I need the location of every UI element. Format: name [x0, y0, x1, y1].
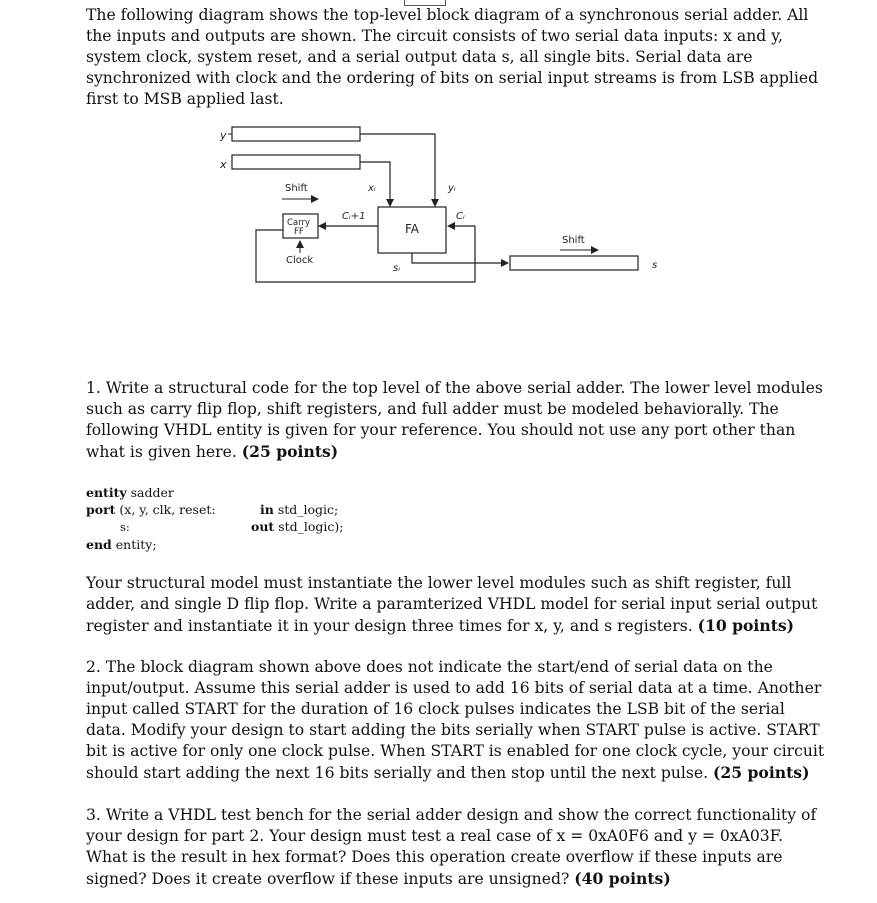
- structural-paragraph: [86, 573, 826, 637]
- entity-line: entity sadder: [86, 485, 174, 500]
- structural-text: Your structural model must instantiate the lower level modules such as shift register, full adder, and single D flip flop. Write a paramterized VHDL model for serial input serial output register and instantiate it in your design three times for x, y, and s registers.: [86, 574, 818, 635]
- question-2-text: 2. The block diagram shown above does not indicate the start/end of serial data on the input/output. Assume this serial adder is used to add 16 bits of serial data at a time. Another input called START for the duration of 16 clock pulses indicates the LSB bit of the serial data. Modify your design to start adding the bits serially when START pulse is active. START bit is active for only one clock pulse. When START is enabled for one clock cycle, your circuit should start adding the next 16 bits serially and then stop until the next pulse.: [86, 658, 825, 782]
- serial-adder-block-diagram: [0, 0, 877, 300]
- label-shift-left: Shift: [285, 183, 308, 194]
- label-ci1: Cᵢ+1: [342, 211, 366, 222]
- label-x: x: [220, 158, 227, 171]
- question-3-text: 3. Write a VHDL test bench for the serial adder design and show the correct functionality of your design for part 2. Your design must test a real case of x = 0xA0F6 and y = 0xA03F. What is the result in hex format? Does this operation create overflow if these inputs are signed? Does it create overflow if these inputs are unsigned?: [86, 806, 817, 888]
- out-type-line: out std_logic);: [251, 519, 344, 534]
- label-ff: FF: [294, 227, 304, 237]
- y-shift-register: [232, 127, 360, 141]
- label-carry: Carry: [287, 218, 311, 228]
- label-ci: Cᵢ: [456, 211, 465, 222]
- x-shift-register: [232, 155, 360, 169]
- port-line: port (x, y, clk, reset:: [86, 502, 216, 517]
- yi-wire: [360, 134, 435, 206]
- question-1-points: (25 points): [241, 442, 339, 461]
- label-y: y: [220, 129, 227, 142]
- structural-points: (10 points): [697, 616, 795, 635]
- question-1: [86, 378, 826, 463]
- label-shift-right: Shift: [562, 235, 585, 246]
- port-s-line: s:: [120, 520, 130, 534]
- label-fa: FA: [405, 222, 420, 236]
- in-type-line: in std_logic;: [260, 502, 339, 517]
- question-2: [86, 657, 826, 784]
- label-s: s: [652, 260, 658, 271]
- question-3: [86, 805, 826, 890]
- question-3-points: (40 points): [574, 869, 671, 888]
- question-2-points: (25 points): [713, 763, 810, 782]
- si-wire: [412, 253, 508, 263]
- s-shift-register: [510, 256, 638, 270]
- label-xi: xᵢ: [368, 183, 376, 194]
- question-1-text: 1. Write a structural code for the top level of the above serial adder. The lower level modules such as carry flip flop, shift registers, and full adder must be modeled behaviorally. The following VHDL entity is given for your reference. You should not use any port other than what is given here.: [86, 379, 823, 461]
- label-yi: yᵢ: [448, 183, 456, 194]
- label-clock: Clock: [286, 255, 314, 266]
- label-si: sᵢ: [393, 263, 400, 274]
- end-entity-line: end entity;: [86, 537, 157, 552]
- intro-text: The following diagram shows the top-level block diagram of a synchronous serial adder. All the inputs and outputs are shown. The circuit consists of two serial data inputs: x and y, system clock, system reset, and a serial output data s, all single bits. Serial data are synchronized with clock and the ordering of bits on serial input streams is from LSB applied first to MSB applied last.: [86, 6, 819, 108]
